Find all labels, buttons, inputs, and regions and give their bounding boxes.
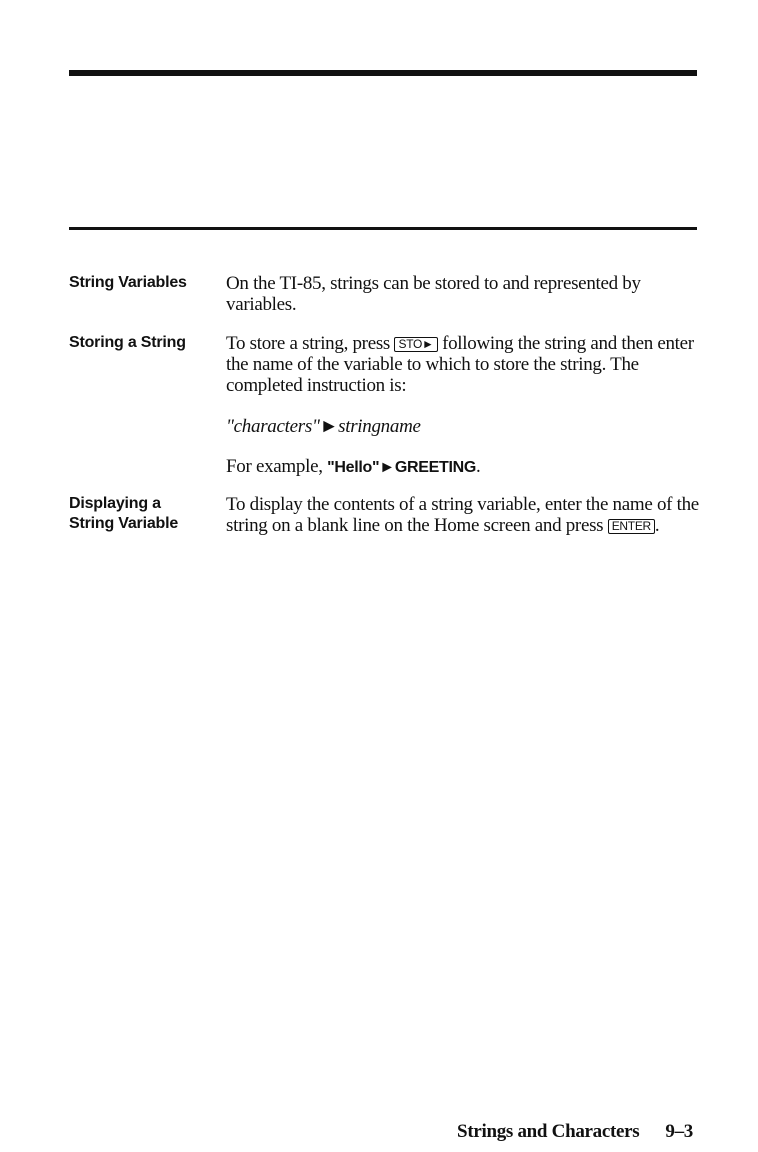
heading-line: String Variable [69,515,179,532]
text-run: To display the contents of a string variable, enter the name of the string on a blank line on the Home screen and press [226,494,699,536]
section-heading: Storing a String [69,334,186,351]
section-body [226,333,701,478]
text-run: To store a string, press [226,333,395,354]
chapter-title: Strings and Characters [457,1121,640,1142]
text-run: . [654,515,660,536]
text-run: For example, [226,456,328,477]
section-rule [69,227,697,230]
text-run: following the string and then enter the name of the variable to which to store the string. The completed instruction is: [226,333,694,396]
paragraph [226,494,701,536]
example-code: "Hello"►GREETING [327,459,476,476]
text-run: . [476,456,481,477]
example-line [226,456,701,478]
sto-key-icon: STO► [394,337,437,352]
enter-key-icon: ENTER [608,519,655,534]
page-footer [0,1121,693,1143]
section-heading: String Variables [69,274,187,291]
section-body [226,494,701,536]
section-body [226,273,701,315]
syntax-line: "characters"►stringname [226,416,421,437]
section-heading [69,494,219,534]
top-rule [69,70,697,76]
paragraph: On the TI-85, strings can be stored to and represented by variables. [226,273,641,315]
heading-line: Displaying a [69,495,161,512]
page-number: 9–3 [665,1121,693,1142]
paragraph [226,333,701,396]
